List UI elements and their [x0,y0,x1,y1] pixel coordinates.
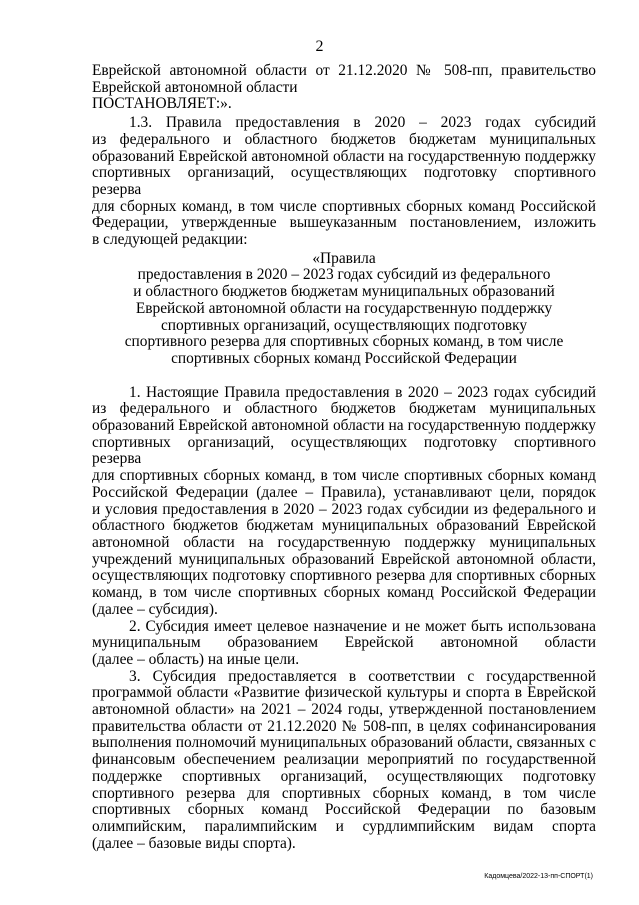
title-line: Еврейской автономной области на государственную поддержку [135,299,553,317]
text-line: спортивных организаций, осуществляющих подготовку спортивного резерва [92,433,596,468]
text-line: автономной области на государственную поддержку муниципальных [92,533,596,551]
rules-title [92,251,596,368]
text-line: поддержке спортивных организаций, осуществляющих подготовку [92,767,596,785]
title-line: спортивного резерва для спортивных сборных команд, в том числе [124,333,564,351]
text-line: осуществляющих подготовку спортивного резерва для спортивных сборных [92,567,596,585]
text-line: Еврейской автономной области от 21.12.2020 № 508-пп, правительство [92,62,596,79]
text-line: муниципальным образованием Еврейской автономной области [92,634,596,652]
text-line: Федерации, утвержденные вышеуказанным постановлением, изложить [92,214,596,232]
text-line: спортивных организаций, осуществляющих подготовку спортивного резерва [92,164,596,198]
text-line: (далее – область) на иные цели. [92,650,300,668]
page-number: 2 [315,38,324,55]
title-line: и областного бюджетов бюджетам муниципальных образований [133,283,555,301]
document-body [92,63,596,852]
text-line: спортивного резерва для спортивных сборных команд, в том числе [92,784,596,802]
text-line: образований Еврейской автономной области на государственную поддержку [92,147,596,165]
text-line: 1. Настоящие Правила предоставления в 2020 – 2023 годах субсидий [129,383,596,401]
text-line: выполнения полномочий муниципальных образований области, связанных с [92,734,596,752]
text-line: для спортивных сборных команд, в том числе спортивных сборных команд [92,467,596,485]
text-line: программой области «Развитие физической культуры и спорта в Еврейской [92,684,596,702]
text-line: Еврейской автономной области [92,78,298,96]
text-line: (далее – базовые виды спорта). [92,834,296,852]
text-line: финансовым обеспечением реализации мероприятий по государственной [92,751,596,769]
text-line: автономной области» на 2021 – 2024 годы, утвержденной постановлением [92,701,596,719]
text-line: спортивных сборных команд Российской Федерации по базовым [92,801,596,819]
title-line: «Правила [312,249,376,267]
text-line: (далее – субсидия). [92,600,218,618]
text-line: Российской Федерации (далее – Правила), устанавливают цели, порядок [92,483,596,501]
text-line: учреждений муниципальных образований Еврейской автономной области, [92,550,596,568]
text-line: ПОСТАНОВЛЯЕТ:». [92,95,232,113]
title-line: спортивных организаций, осуществляющих подготовку [160,316,528,334]
text-line: в следующей редакции: [92,231,248,249]
text-line: из федерального и областного бюджетов бюджетам муниципальных [92,400,596,418]
text-line: правительства области от 21.12.2020 № 508-пп, в целях софинансирования [92,717,596,735]
title-line: спортивных сборных команд Российской Федерации [171,349,517,367]
title-line: предоставления в 2020 – 2023 годах субсидий из федерального [137,266,551,284]
text-line: из федерального и областного бюджетов бюджетам муниципальных [92,130,596,148]
text-line: образований Еврейской автономной области на государственную поддержку [92,417,596,435]
text-line: 3. Субсидия предоставляется в соответствии с государственной [129,667,596,685]
text-line: олимпийским, паралимпийским и сурдлимпийским видам спорта [92,817,596,835]
text-line: и условия предоставления в 2020 – 2023 годах субсидии из федерального и [92,500,596,518]
text-line: команд, в том числе спортивных сборных команд Российской Федерации [92,584,596,602]
text-line: для сборных команд, в том числе спортивных сборных команд Российской [92,197,596,215]
text-line: 1.3. Правила предоставления в 2020 – 2023 годах субсидий [129,114,596,132]
text-line: областного бюджетов бюджетам муниципальных образований Еврейской [92,517,596,535]
text-line: 2. Субсидия имеет целевое назначение и не может быть использована [129,617,596,635]
footer-code: Кадомцева/2022-13-пп-СПОРТ(1) [484,873,593,880]
